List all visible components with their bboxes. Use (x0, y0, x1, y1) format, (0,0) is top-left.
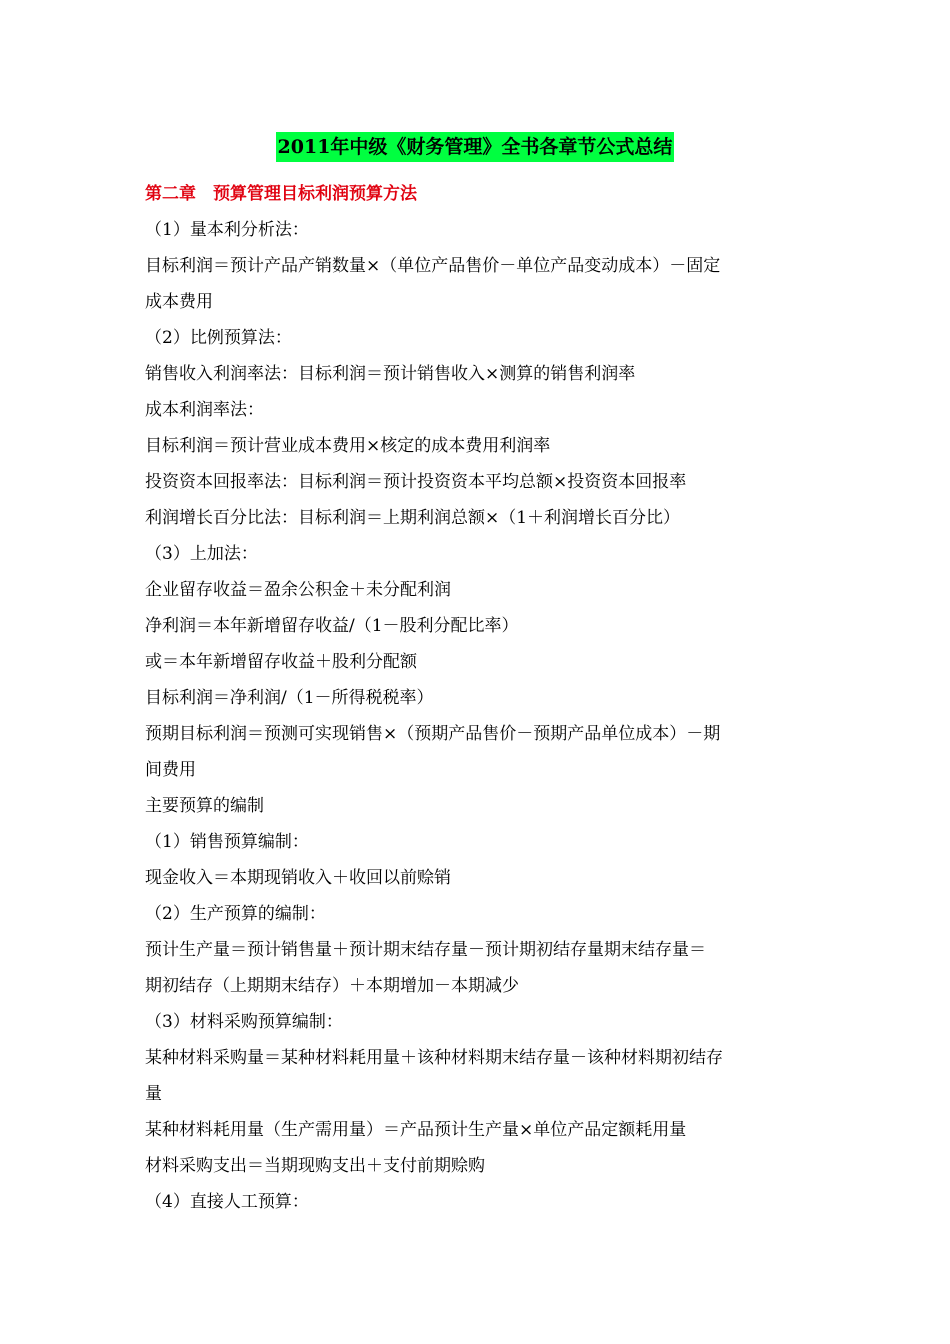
text-line: 某种材料耗用量（生产需用量）＝产品预计生产量×单位产品定额耗用量 (145, 1120, 687, 1140)
text-line: （4）直接人工预算： (145, 1192, 309, 1212)
chapter-heading: 第二章 预算管理目标利润预算方法 (145, 184, 417, 204)
text-line: （3）上加法： (145, 544, 258, 564)
document-title: 2011年中级《财务管理》全书各章节公式总结 (276, 132, 675, 162)
text-line: 成本利润率法： (145, 400, 264, 420)
text-line: 预期目标利润＝预测可实现销售×（预期产品售价－预期产品单位成本）－期 (145, 724, 721, 744)
text-line: 投资资本回报率法：目标利润＝预计投资资本平均总额×投资资本回报率 (145, 472, 687, 492)
text-line: （1）量本利分析法： (145, 220, 309, 240)
text-line: 销售收入利润率法：目标利润＝预计销售收入×测算的销售利润率 (145, 364, 636, 384)
text-line: 间费用 (145, 760, 196, 780)
body-text (145, 212, 813, 1220)
text-line: 主要预算的编制 (145, 796, 264, 816)
text-line: 目标利润＝预计产品产销数量×（单位产品售价－单位产品变动成本）－固定 (145, 256, 721, 276)
text-line: 材料采购支出＝当期现购支出＋支付前期赊购 (145, 1156, 485, 1176)
text-line: 目标利润＝净利润/（1－所得税税率） (145, 688, 434, 708)
document-page (145, 132, 813, 1220)
text-line: 或＝本年新增留存收益＋股利分配额 (145, 652, 417, 672)
text-line: 净利润＝本年新增留存收益/（1－股利分配比率） (145, 616, 519, 636)
text-line: 量 (145, 1084, 162, 1104)
title-container (137, 132, 813, 176)
text-line: 利润增长百分比法：目标利润＝上期利润总额×（1＋利润增长百分比） (145, 508, 681, 528)
text-line: （2）比例预算法： (145, 328, 292, 348)
text-line: 某种材料采购量＝某种材料耗用量＋该种材料期末结存量－该种材料期初结存 (145, 1048, 723, 1068)
text-line: 预计生产量＝预计销售量＋预计期末结存量－预计期初结存量期末结存量＝ (145, 940, 706, 960)
text-line: （2）生产预算的编制： (145, 904, 326, 924)
text-line: （3）材料采购预算编制： (145, 1012, 343, 1032)
text-line: （1）销售预算编制： (145, 832, 309, 852)
text-line: 目标利润＝预计营业成本费用×核定的成本费用利润率 (145, 436, 551, 456)
text-line: 现金收入＝本期现销收入＋收回以前赊销 (145, 868, 451, 888)
text-line: 企业留存收益＝盈余公积金＋未分配利润 (145, 580, 451, 600)
text-line: 期初结存（上期期末结存）＋本期增加－本期减少 (145, 976, 519, 996)
text-line: 成本费用 (145, 292, 213, 312)
